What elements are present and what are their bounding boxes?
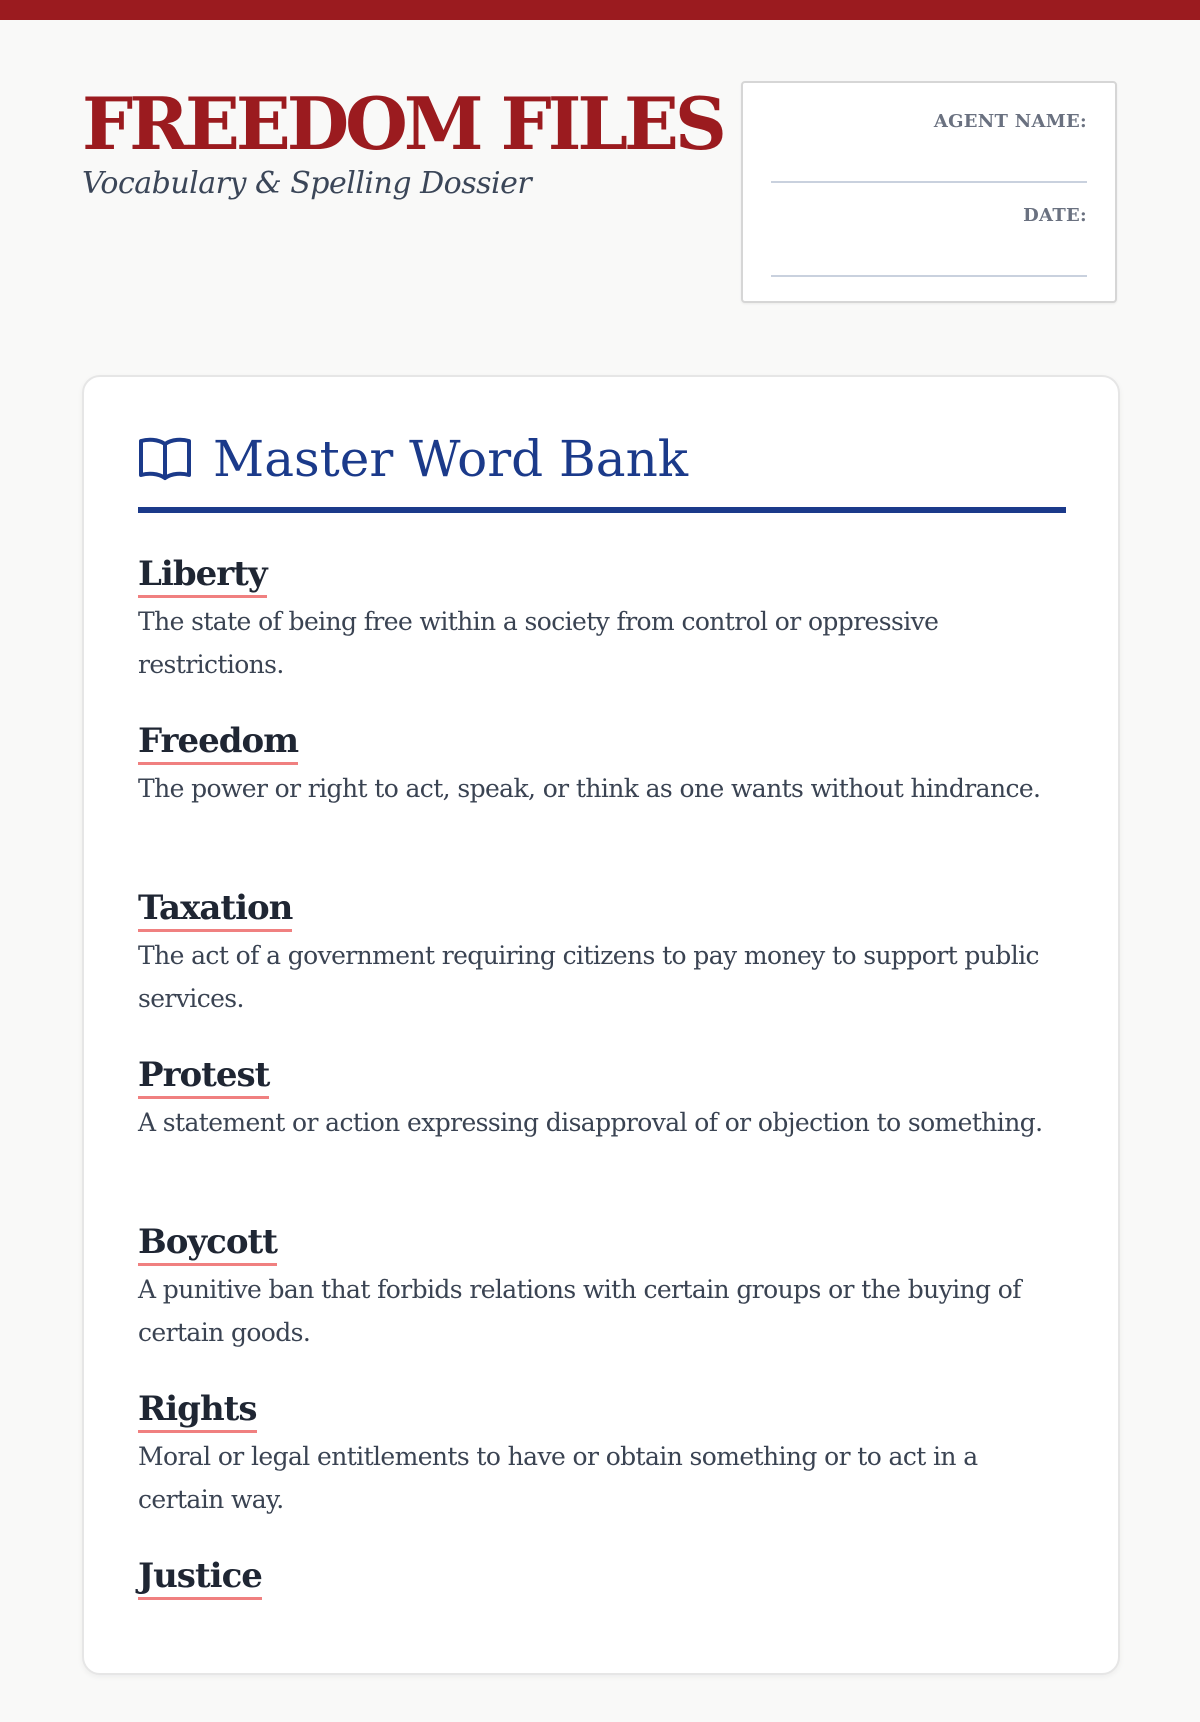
- word-bank-title: Master Word Bank: [213, 430, 689, 488]
- vocab-term: Rights: [138, 1388, 257, 1433]
- list-item: [138, 1054, 1066, 1221]
- list-item: [138, 553, 1066, 720]
- vocab-definition: The state of being free within a society from control or oppressive restrictions.: [138, 607, 939, 679]
- list-item: [138, 1388, 1066, 1555]
- word-bank-header: [138, 427, 1066, 513]
- list-item: [138, 1221, 1066, 1388]
- agent-name-field[interactable]: [771, 181, 1087, 183]
- agent-info-box: [741, 81, 1117, 303]
- list-item: [138, 720, 1066, 887]
- vocab-definition: The power or right to act, speak, or think as one wants without hindrance.: [138, 774, 1041, 803]
- open-book-icon: [138, 436, 192, 482]
- vocab-definition: A statement or action expressing disapproval of or objection to something.: [138, 1108, 1043, 1137]
- date-label: DATE:: [1023, 205, 1087, 226]
- word-bank-card: [82, 375, 1120, 1675]
- top-accent-bar: [0, 0, 1200, 20]
- page-header: [82, 82, 723, 201]
- vocab-term: Justice: [138, 1555, 262, 1600]
- list-item: [138, 1555, 1066, 1722]
- vocab-term: Freedom: [138, 720, 298, 765]
- date-field[interactable]: [771, 275, 1087, 277]
- vocab-term: Protest: [138, 1054, 269, 1099]
- page-title: FREEDOM FILES: [82, 81, 723, 166]
- vocab-term: Taxation: [138, 887, 292, 932]
- vocab-term: Liberty: [138, 553, 267, 598]
- vocab-definition: A punitive ban that forbids relations with certain groups or the buying of certain goods.: [138, 1275, 1021, 1347]
- list-item: [138, 887, 1066, 1054]
- agent-name-label: AGENT NAME:: [933, 111, 1087, 132]
- vocab-term: Boycott: [138, 1221, 277, 1266]
- word-list: [138, 553, 1066, 1722]
- vocab-definition: Moral or legal entitlements to have or obtain something or to act in a certain way.: [138, 1442, 978, 1514]
- page-subtitle: Vocabulary & Spelling Dossier: [82, 166, 532, 201]
- vocab-definition: The act of a government requiring citizens to pay money to support public services.: [138, 941, 1039, 1013]
